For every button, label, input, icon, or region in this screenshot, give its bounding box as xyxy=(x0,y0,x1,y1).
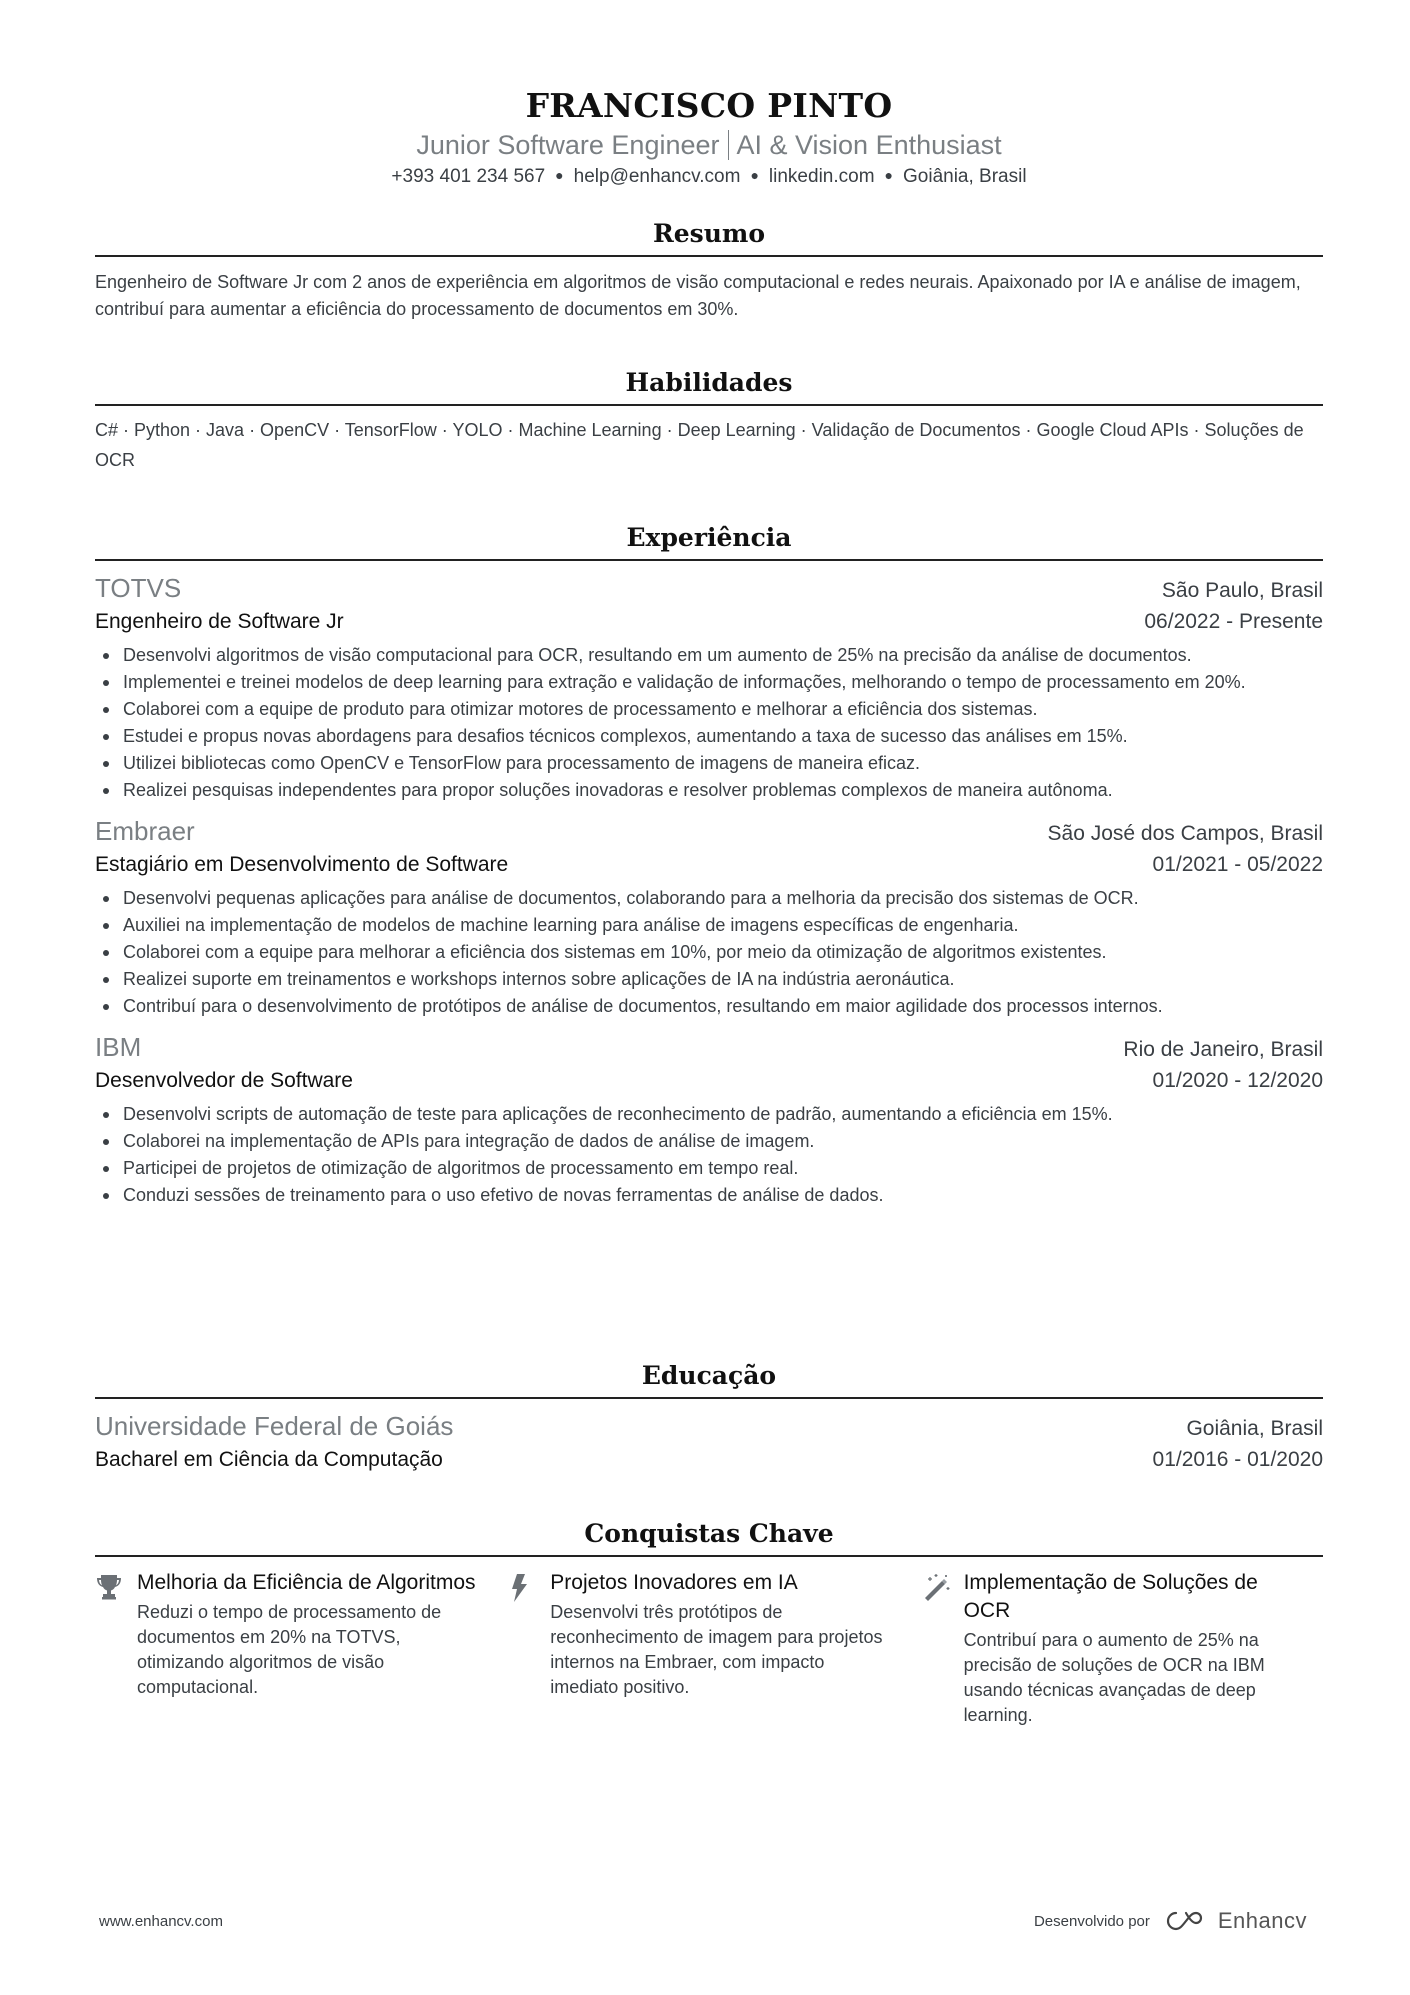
bullet-item: Colaborei com a equipe para melhorar a eficiência dos sistemas em 10%, por meio da otimização de algoritmos existentes. xyxy=(95,939,1323,966)
section-title-experience: Experiência xyxy=(626,523,792,552)
achievement-item xyxy=(504,1569,913,1728)
skills-section xyxy=(95,366,1323,475)
section-divider xyxy=(95,559,1323,561)
title-divider xyxy=(728,130,729,160)
contact-phone[interactable]: +393 401 234 567 xyxy=(391,166,546,187)
achievement-item xyxy=(914,1569,1323,1728)
separator-dot: ● xyxy=(750,167,759,183)
bullet-item: Colaborei com a equipe de produto para otimizar motores de processamento e melhorar a eficiência dos sistemas. xyxy=(95,696,1323,723)
bullet-item: Conduzi sessões de treinamento para o uso efetivo de novas ferramentas de análise de dados. xyxy=(95,1182,1323,1209)
brand-name[interactable]: Enhancv xyxy=(1217,1908,1307,1933)
experience-item xyxy=(95,571,1323,804)
company-name: TOTVS xyxy=(95,573,182,603)
education-section xyxy=(95,1359,1323,1476)
contact-location: Goiânia, Brasil xyxy=(903,166,1027,187)
section-title-education: Educação xyxy=(641,1361,777,1390)
degree-name: Bacharel em Ciência da Computação xyxy=(95,1448,443,1471)
trophy-icon xyxy=(95,1569,137,1728)
job-role: Engenheiro de Software Jr xyxy=(95,610,344,633)
bullet-item: Desenvolvi algoritmos de visão computacional para OCR, resultando em um aumento de 25% na precisão da análise de documentos. xyxy=(95,642,1323,669)
bullet-item: Colaborei na implementação de APIs para integração de dados de análise de imagem. xyxy=(95,1128,1323,1155)
section-title-skills: Habilidades xyxy=(625,368,793,397)
candidate-name: FRANCISCO PINTO xyxy=(525,86,893,125)
powered-by-label: Desenvolvido por xyxy=(1033,1912,1150,1930)
page-footer xyxy=(95,1908,1323,1934)
title-right: AI & Vision Enthusiast xyxy=(736,130,1002,160)
achievement-description: Reduzi o tempo de processamento de documentos em 20% na TOTVS, otimizando algoritmos de visão computacional. xyxy=(137,1602,442,1697)
bullet-item: Utilizei bibliotecas como OpenCV e TensorFlow para processamento de imagens de maneira eficaz. xyxy=(95,750,1323,777)
job-bullets xyxy=(95,885,1323,1020)
contact-email[interactable]: help@enhancv.com xyxy=(573,166,741,187)
institution-name: Universidade Federal de Goiás xyxy=(95,1411,454,1441)
section-divider xyxy=(95,404,1323,406)
summary-text: Engenheiro de Software Jr com 2 anos de experiência em algoritmos de visão computacional e redes neurais. Apaixonado por IA e análise de imagem, contribuí para aumentar a eficiência do processamento de documentos em 30%. xyxy=(95,272,1301,319)
job-location: Rio de Janeiro, Brasil xyxy=(1123,1038,1323,1061)
separator-dot: ● xyxy=(884,167,893,183)
separator-dot: ● xyxy=(555,167,564,183)
company-name: IBM xyxy=(95,1032,142,1062)
section-title-summary: Resumo xyxy=(652,219,766,248)
achievements-grid xyxy=(95,1569,1323,1728)
job-role: Estagiário em Desenvolvimento de Software xyxy=(95,853,509,876)
section-divider xyxy=(95,1555,1323,1557)
achievement-description: Desenvolvi três protótipos de reconhecimento de imagem para projetos internos na Embraer, com impacto imediato positivo. xyxy=(550,1602,883,1697)
candidate-title xyxy=(95,128,1323,162)
job-location: São José dos Campos, Brasil xyxy=(1047,822,1323,845)
footer-branding xyxy=(1034,1908,1323,1934)
bullet-item: Implementei e treinei modelos de deep learning para extração e validação de informações, melhorando o tempo de processamento em 20%. xyxy=(95,669,1323,696)
summary-section xyxy=(95,217,1323,323)
footer-website-link[interactable]: www.enhancv.com xyxy=(99,1912,223,1930)
lightning-bolt-icon xyxy=(508,1569,550,1728)
bullet-item: Contribuí para o desenvolvimento de protótipos de análise de documentos, resultando em maior agilidade dos processos internos. xyxy=(95,993,1323,1020)
bullet-item: Desenvolvi scripts de automação de teste para aplicações de reconhecimento de padrão, aumentando a eficiência em 15%. xyxy=(95,1101,1323,1128)
resume-header xyxy=(95,0,1323,190)
skills-text: C# · Python · Java · OpenCV · TensorFlow · YOLO · Machine Learning · Deep Learning · Validação de Documentos · Google Cloud APIs · Soluções de OCR xyxy=(95,420,1304,470)
bullet-item: Desenvolvi pequenas aplicações para análise de documentos, colaborando para a melhoria da precisão dos sistemas de OCR. xyxy=(95,885,1323,912)
job-dates: 06/2022 - Presente xyxy=(1144,610,1323,633)
section-title-achievements: Conquistas Chave xyxy=(584,1519,834,1548)
section-divider xyxy=(95,1397,1323,1399)
bullet-item: Realizei pesquisas independentes para propor soluções inovadoras e resolver problemas complexos de maneira autônoma. xyxy=(95,777,1323,804)
company-name: Embraer xyxy=(95,816,195,846)
job-role: Desenvolvedor de Software xyxy=(95,1069,353,1092)
achievement-title: Projetos Inovadores em IA xyxy=(550,1571,798,1594)
achievement-item xyxy=(95,1569,504,1728)
job-location: São Paulo, Brasil xyxy=(1161,579,1323,602)
achievement-title: Implementação de Soluções de OCR xyxy=(963,1571,1258,1622)
job-bullets xyxy=(95,1101,1323,1209)
bullet-item: Realizei suporte em treinamentos e workshops internos sobre aplicações de IA na indústria aeronáutica. xyxy=(95,966,1323,993)
resume-page xyxy=(95,0,1323,1933)
enhancv-logo-icon xyxy=(1162,1909,1210,1933)
experience-item xyxy=(95,814,1323,1020)
experience-item xyxy=(95,1030,1323,1209)
title-left: Junior Software Engineer xyxy=(416,130,720,160)
magic-wand-icon xyxy=(922,1569,964,1728)
achievement-description: Contribuí para o aumento de 25% na precisão de soluções de OCR na IBM usando técnicas avançadas de deep learning. xyxy=(963,1630,1265,1725)
achievements-section xyxy=(95,1517,1323,1728)
bullet-item: Auxiliei na implementação de modelos de machine learning para análise de imagens específicas de engenharia. xyxy=(95,912,1323,939)
education-item xyxy=(95,1409,1323,1476)
achievement-title: Melhoria da Eficiência de Algoritmos xyxy=(137,1571,476,1594)
job-dates: 01/2020 - 12/2020 xyxy=(1152,1069,1323,1092)
bullet-item: Estudei e propus novas abordagens para desafios técnicos complexos, aumentando a taxa de sucesso das análises em 15%. xyxy=(95,723,1323,750)
bullet-item: Participei de projetos de otimização de algoritmos de processamento em tempo real. xyxy=(95,1155,1323,1182)
job-dates: 01/2021 - 05/2022 xyxy=(1152,853,1323,876)
section-divider xyxy=(95,255,1323,257)
education-location: Goiânia, Brasil xyxy=(1186,1417,1323,1440)
job-bullets xyxy=(95,642,1323,804)
education-dates: 01/2016 - 01/2020 xyxy=(1152,1448,1323,1471)
contact-line xyxy=(95,162,1323,190)
contact-linkedin[interactable]: linkedin.com xyxy=(768,166,875,187)
experience-section xyxy=(95,521,1323,1209)
